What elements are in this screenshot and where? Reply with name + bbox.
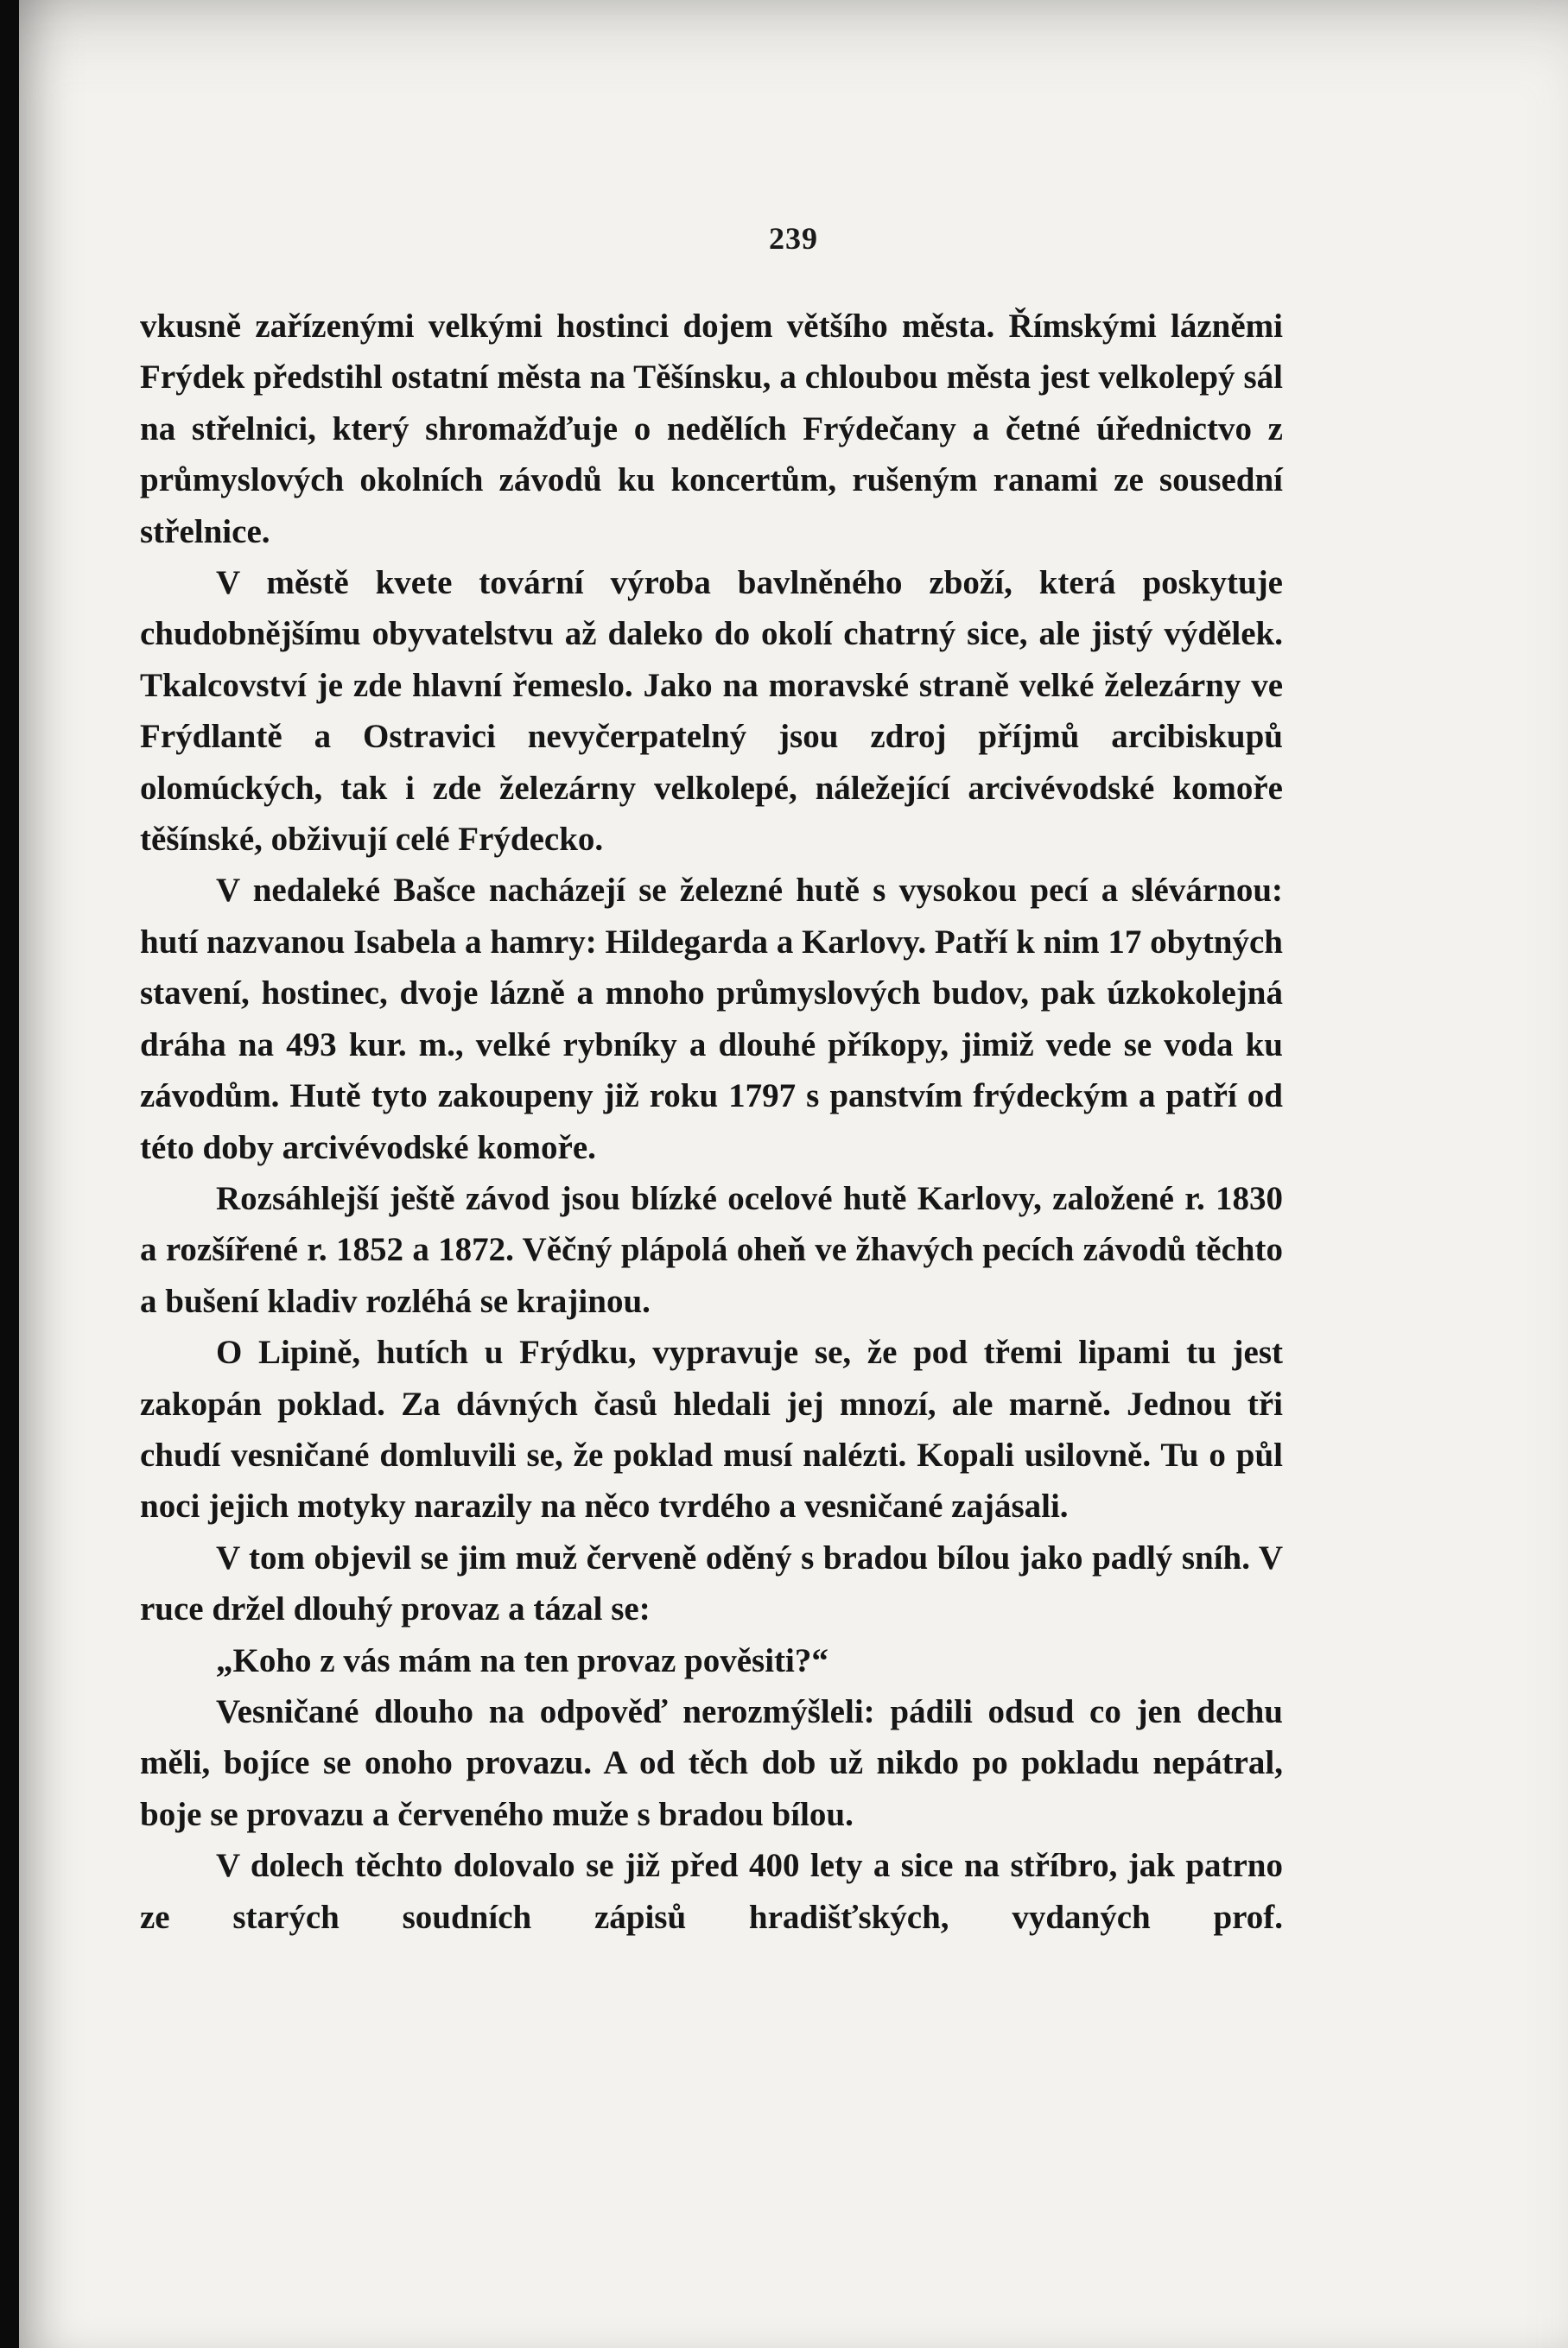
paragraph: V nedaleké Bašce nacházejí se železné hutě s vysokou pecí a slévárnou: hutí nazvanou Isabela a hamry: Hildegarda a Karlovy. Patří k nim 17 obytných stavení, hostinec, dvoje lázně a mnoho průmyslových budov, pak úzkokolejná dráha na 493 kur. m., velké rybníky a dlouhé příkopy, jimiž vede se voda ku závodům. Hutě tyto zakoupeny již roku 1797 s panstvím frýdeckým a patří od této doby arcivévodské komoře. bbox=[140, 872, 1283, 1166]
paragraph: V městě kvete tovární výroba bavlněného zboží, která poskytuje chudobnějšímu obyvatelstvu až daleko do okolí chatrný sice, ale jistý výdělek. Tkalcovství je zde hlavní řemeslo. Jako na moravské straně velké železárny ve Frýdlantě a Ostravici nevyčerpatelný jsou zdroj příjmů arcibiskupů olomúckých, tak i zde železárny velkolepé, náležející arcivévodské komoře těšínské, obživují celé Frýdecko. bbox=[140, 564, 1283, 859]
paragraph: „Koho z vás mám na ten provaz pověsiti?“ bbox=[216, 1641, 828, 1679]
paragraph: Vesničané dlouho na odpověď nerozmýšleli: pádili odsud co jen dechu měli, bojíce se onoho provazu. A od těch dob už nikdo po pokladu nepátral, boje se provazu a červeného muže s bradou bílou. bbox=[140, 1692, 1283, 1833]
book-page bbox=[19, 0, 1568, 2348]
paragraph: O Lipině, hutích u Frýdku, vypravuje se, že pod třemi lipami tu jest zakopán poklad. Za dávných časů hledali jej mnozí, ale marně. Jednou tři chudí vesničané domluvili se, že poklad musí nalézti. Kopali usilovně. Tu o půl noci jejich motyky narazily na něco tvrdého a vesničané zajásali. bbox=[140, 1334, 1283, 1526]
body-text bbox=[140, 301, 1283, 1943]
paragraph: V dolech těchto dolovalo se již před 400 lety a sice na stříbro, jak patrno ze starých soudních zápisů hradišťských, vydaných prof. bbox=[140, 1847, 1283, 1936]
paragraph: vkusně zařízenými velkými hostinci dojem většího města. Římskými lázněmi Frýdek předstihl ostatní města na Těšínsku, a chloubou města jest velkolepý sál na střelnici, který shromažďuje o nedělích Frýdečany a četné úřednictvo z průmyslových okolních závodů ku koncertům, rušeným ranami ze sousední střelnice. bbox=[140, 308, 1283, 550]
page-number: 239 bbox=[769, 221, 818, 256]
paragraph: Rozsáhlejší ještě závod jsou blízké ocelové hutě Karlovy, založené r. 1830 a rozšířené r. 1852 a 1872. Věčný plápolá oheň ve žhavých pecích závodů těchto a bušení kladiv rozléhá se krajinou. bbox=[140, 1179, 1283, 1320]
paragraph: V tom objevil se jim muž červeně oděný s bradou bílou jako padlý sníh. V ruce držel dlouhý provaz a tázal se: bbox=[140, 1539, 1283, 1628]
